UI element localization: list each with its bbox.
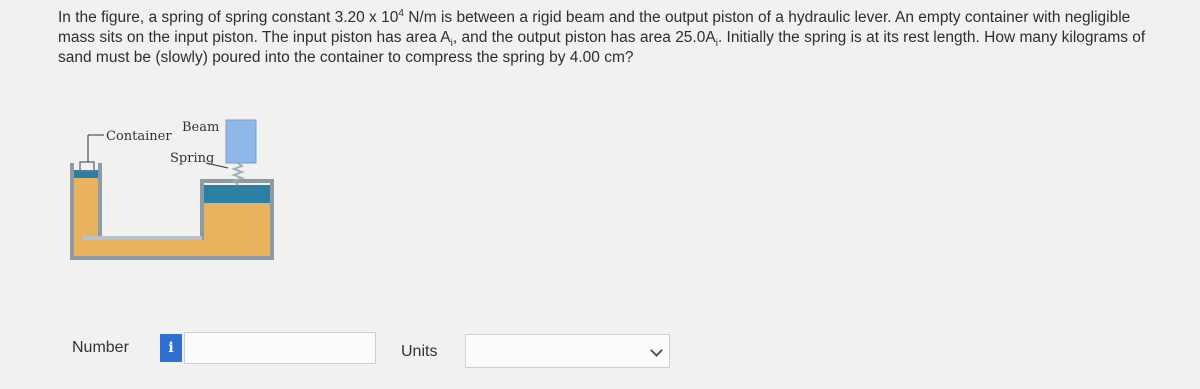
container-box — [80, 162, 94, 171]
number-input[interactable] — [184, 332, 376, 364]
units-label: Units — [401, 343, 438, 360]
rigid-beam — [226, 120, 256, 163]
exponent: 4 — [398, 7, 404, 19]
units-select[interactable] — [465, 334, 670, 368]
inner-wall — [82, 236, 202, 240]
question-text — [58, 8, 1168, 68]
beam-label: Beam — [182, 120, 220, 135]
subscript-i: i — [450, 38, 453, 50]
answer-row — [0, 330, 1200, 370]
container-label: Container — [106, 129, 172, 144]
spring-label: Spring — [170, 151, 215, 166]
info-icon[interactable]: i — [160, 334, 182, 362]
question-part-2: N/m is between a rigid beam and the output piston of a hydraulic lever. An empty container with negligible mass sits on the input piston. The input piston has area A — [58, 9, 1131, 46]
hydraulic-diagram — [60, 108, 300, 278]
number-label: Number — [72, 339, 129, 356]
question-part-3: , and the output piston has area 25.0A — [452, 29, 716, 46]
question-part-1: In the figure, a spring of spring constant 3.20 x 10 — [58, 9, 399, 26]
chevron-down-icon — [650, 344, 663, 357]
hydraulic-lever-figure — [60, 108, 300, 278]
question-part-4: . Initially the spring is at its rest length. How many kilograms of sand must be (slowly) poured into the container to compress the spring by 4.00 cm? — [58, 29, 1146, 66]
subscript-i-2: i — [715, 38, 718, 50]
output-piston — [204, 185, 270, 203]
